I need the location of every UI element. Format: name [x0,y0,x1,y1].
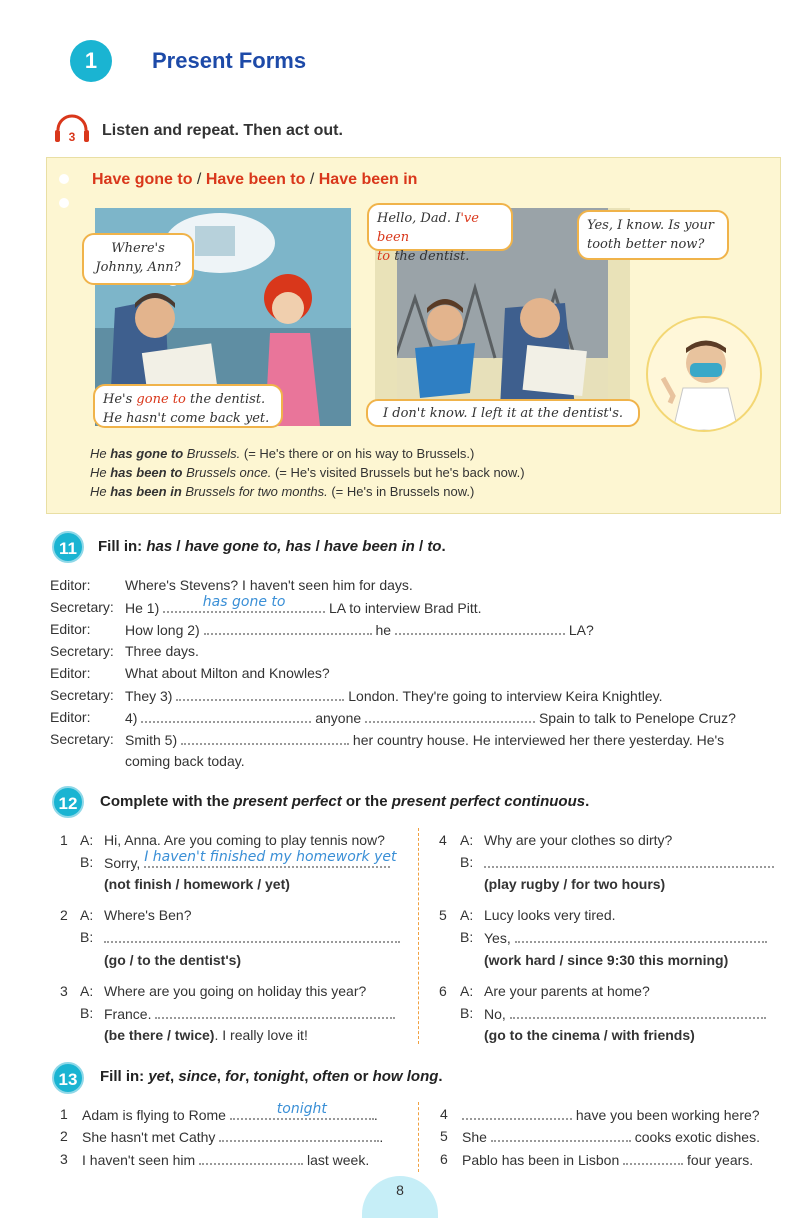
listen-instruction: Listen and repeat. Then act out. [102,122,343,139]
sentence-line [462,1106,760,1123]
speech-bubble-dontknow [366,399,640,427]
item-number: 6 [439,983,447,999]
dialogue-line [484,854,774,871]
example-place: Brussels for two months. [181,484,328,499]
dialogue-line [125,594,482,616]
example-place: Brussels. [183,446,241,461]
speaker-label: A: [80,983,94,999]
sentence-line [462,1128,760,1145]
item-number: 4 [439,832,447,848]
exercise-12-instruction [100,793,589,810]
dialogue-text: LA to interview Brad Pitt. [329,600,482,616]
answer-blank[interactable] [484,854,774,868]
answer-blank[interactable] [515,929,767,943]
dialogue-text: London. They're going to interview Keira Knightley. [348,688,663,704]
dialogue-text: They 3) [125,688,173,704]
answer-blank[interactable] [163,594,325,613]
instruction-text: / [414,538,428,555]
verb-cue: (not finish / homework / yet) [104,876,290,892]
instruction-word: since [178,1068,217,1085]
bubble-highlight: gone to [136,392,186,407]
sentence-text: four years. [687,1152,754,1168]
answer-blank[interactable] [462,1106,572,1120]
grammar-example [90,484,474,499]
grammar-example [90,465,525,480]
bubble-text: Yes, I know. Is your tooth better now? [587,218,714,252]
dialogue-text: . I really love it! [214,1027,308,1043]
instruction-text: , [304,1068,313,1085]
headphones-icon [52,106,92,146]
instruction-word: has [281,538,312,555]
verb-cue: (work hard / since 9:30 this morning) [484,952,729,968]
verb-cue-line [104,1027,308,1043]
dialogue-text: Yes, [484,930,511,946]
speaker-label: A: [460,907,474,923]
answer-blank[interactable] [204,621,372,635]
title-part: Have been in [318,171,418,188]
answer-blank[interactable] [230,1101,374,1120]
sentence-text: . [379,1129,384,1145]
dialogue-speaker: Secretary: [50,599,114,615]
item-number: 2 [60,1128,68,1144]
title-sep: / [192,171,206,188]
sentence-text: She hasn't met Cathy [82,1129,216,1145]
dialogue-speaker: Editor: [50,709,91,725]
dialogue-line [104,929,400,946]
dialogue-text: No, [484,1006,506,1022]
speaker-label: B: [80,929,94,945]
bubble-highlight: to [377,249,391,264]
dialogue-line [125,687,662,704]
instruction-text: / [311,538,324,555]
exercise-13-instruction [100,1068,443,1085]
sentence-line [82,1128,383,1145]
instruction-text: / [172,538,185,555]
dialogue-speaker: Secretary: [50,731,114,747]
bubble-text: Hello, Dad. I [377,211,461,226]
example-verb: has gone to [110,446,184,461]
speaker-label: B: [460,1005,474,1021]
dialogue-line [104,1005,395,1022]
dentist-illustration [646,316,762,432]
instruction-word: for [225,1068,246,1085]
instruction-word: often [312,1068,350,1085]
instruction-word: present perfect [233,793,342,810]
dialogue-text: Where are you going on holiday this year? [104,983,367,999]
dialogue-text: coming back today. [125,753,245,769]
instruction-word: have gone to, [184,538,282,555]
instruction-word: has [146,538,173,555]
sentence-text: I haven't seen him [82,1152,196,1168]
answer-blank[interactable] [491,1128,631,1142]
instruction-text: Fill in: [100,1068,149,1085]
instruction-word: how long [372,1068,439,1085]
answer-blank[interactable] [219,1128,379,1142]
speaker-label: B: [460,854,474,870]
example-gloss: (= He's in Brussels now.) [327,484,475,499]
dialogue-text: her country house. He interviewed her there yesterday. He's [352,732,725,748]
unit-number-badge: 1 [70,40,112,82]
answer-blank[interactable] [181,731,349,745]
dialogue-line [104,849,397,871]
instruction-text: , [216,1068,226,1085]
instruction-word: tonight [253,1068,305,1085]
speaker-label: A: [460,832,474,848]
instruction-word: yet [148,1068,171,1085]
dialogue-speaker: Editor: [50,577,91,593]
handwritten-answer: tonight [276,1101,327,1117]
dialogue-text: Three days. [125,643,199,659]
answer-blank[interactable] [104,929,400,943]
sentence-line [82,1151,369,1168]
title-part: Have been to [205,171,306,188]
title-sep: / [305,171,319,188]
answer-blank[interactable] [176,687,344,701]
dialogue-speaker: Secretary: [50,687,114,703]
item-number: 3 [60,983,68,999]
dialogue-line [125,709,736,726]
answer-blank[interactable] [199,1151,303,1165]
bubble-text: Where's Johnny, Ann? [95,241,181,275]
item-number: 6 [440,1151,448,1167]
instruction-word: have been in [323,538,415,555]
exercise-number-badge: 12 [52,786,84,818]
exercise-11-instruction [98,538,446,555]
bubble-text: He hasn't come back yet. [103,411,270,426]
dialogue-text: 4) [125,710,138,726]
item-number: 3 [60,1151,68,1167]
bullet-dot [59,174,69,184]
example-subject: He [90,446,111,461]
answer-blank[interactable] [623,1151,683,1165]
verb-cue: (go / to the dentist's) [104,952,242,968]
example-subject: He [90,484,111,499]
example-verb: has been to [110,465,183,480]
verb-cue: (play rugby / for two hours) [484,876,666,892]
answer-blank[interactable] [510,1005,766,1019]
instruction-word: to [427,538,442,555]
sentence-text: She [462,1129,487,1145]
dialogue-text: Smith 5) [125,732,178,748]
unit-title: Present Forms [152,48,307,73]
title-part: Have gone to [92,171,193,188]
dialogue-text: Lucy looks very tired. [484,907,616,923]
speaker-label: A: [80,907,94,923]
sentence-text: cooks exotic dishes. [634,1129,760,1145]
answer-blank[interactable] [365,709,535,723]
sentence-line [462,1151,753,1168]
dialogue-text: Sorry, [104,855,141,871]
item-number: 5 [439,907,447,923]
dialogue-line [484,1005,766,1022]
example-gloss: (= He's there or on his way to Brussels.) [240,446,475,461]
dialogue-text: What about Milton and Knowles? [125,665,330,681]
example-verb: has been in [110,484,182,499]
answer-blank[interactable] [395,621,565,635]
instruction-text: . [441,538,446,555]
instruction-text: Complete with the [100,793,234,810]
instruction-text: or [349,1068,373,1085]
grammar-example [90,446,474,461]
speaker-label: A: [460,983,474,999]
item-number: 5 [440,1128,448,1144]
verb-cue: (go to the cinema / with friends) [484,1027,695,1043]
sentence-text: have you been working here? [575,1107,760,1123]
answer-blank[interactable] [141,709,311,723]
instruction-text: . [438,1068,443,1085]
sentence-text: Adam is flying to Rome [82,1107,226,1123]
column-divider [418,1102,419,1172]
instruction-text: Fill in: [98,538,147,555]
dialogue-text: Hi, Anna. Are you coming to play tennis now? [104,832,385,848]
dialogue-line [125,731,724,748]
dialogue-text: Why are your clothes so dirty? [484,832,673,848]
dialogue-text: he [375,622,392,638]
speaker-label: B: [80,1005,94,1021]
answer-blank[interactable] [144,849,397,868]
bubble-text: the dentist. [390,249,470,264]
example-subject: He [90,465,111,480]
sentence-line [82,1101,378,1123]
exercise-number-badge: 13 [52,1062,84,1094]
exercise-number-badge: 11 [52,531,84,563]
answer-blank[interactable] [155,1005,395,1019]
column-divider [418,828,419,1044]
bullet-dot [59,198,69,208]
example-gloss: (= He's visited Brussels but he's back now.) [271,465,525,480]
example-place: Brussels once. [182,465,272,480]
track-number: 3 [68,130,76,144]
speaker-label: B: [460,929,474,945]
speaker-label: B: [80,854,94,870]
verb-cue: (be there / twice) [104,1027,215,1043]
dialogue-text: Are your parents at home? [484,983,650,999]
instruction-word: present perfect continuous [391,793,586,810]
item-number: 1 [60,1106,68,1122]
dialogue-speaker: Editor: [50,665,91,681]
dialogue-text: anyone [315,710,362,726]
dialogue-line [125,621,594,638]
handwritten-answer: has gone to [202,594,286,610]
dialogue-text: France. [104,1006,152,1022]
speech-bubble-hello [367,203,513,264]
item-number: 4 [440,1106,448,1122]
dialogue-text: LA? [568,622,594,638]
sentence-text: . [373,1107,378,1123]
sentence-text: last week. [306,1152,370,1168]
page-number: 8 [396,1182,404,1198]
dialogue-text: Spain to talk to Penelope Cruz? [538,710,736,726]
instruction-text: , [170,1068,179,1085]
dialogue-line [484,929,767,946]
dialogue-text: Where's Ben? [104,907,192,923]
instruction-text: or the [341,793,392,810]
item-number: 2 [60,907,68,923]
dialogue-text: He 1) [125,600,160,616]
speech-bubble-gone [93,384,283,428]
dialogue-speaker: Secretary: [50,643,114,659]
speech-bubble-where [82,233,194,285]
bubble-highlight: 've been [377,211,479,245]
handwritten-answer: I haven't finished my homework yet [144,849,397,865]
bubble-text: He's [103,392,137,407]
dialogue-speaker: Editor: [50,621,91,637]
speech-bubble-yes [577,210,729,260]
dialogue-text: Where's Stevens? I haven't seen him for days. [125,577,413,593]
bubble-text: I don't know. I left it at the dentist's. [382,406,624,421]
grammar-box-title [92,171,417,189]
speaker-label: A: [80,832,94,848]
item-number: 1 [60,832,68,848]
sentence-text: Pablo has been in Lisbon [462,1152,620,1168]
instruction-text: , [245,1068,254,1085]
dialogue-text: How long 2) [125,622,200,638]
bubble-text: the dentist. [185,392,266,407]
instruction-text: . [585,793,590,810]
